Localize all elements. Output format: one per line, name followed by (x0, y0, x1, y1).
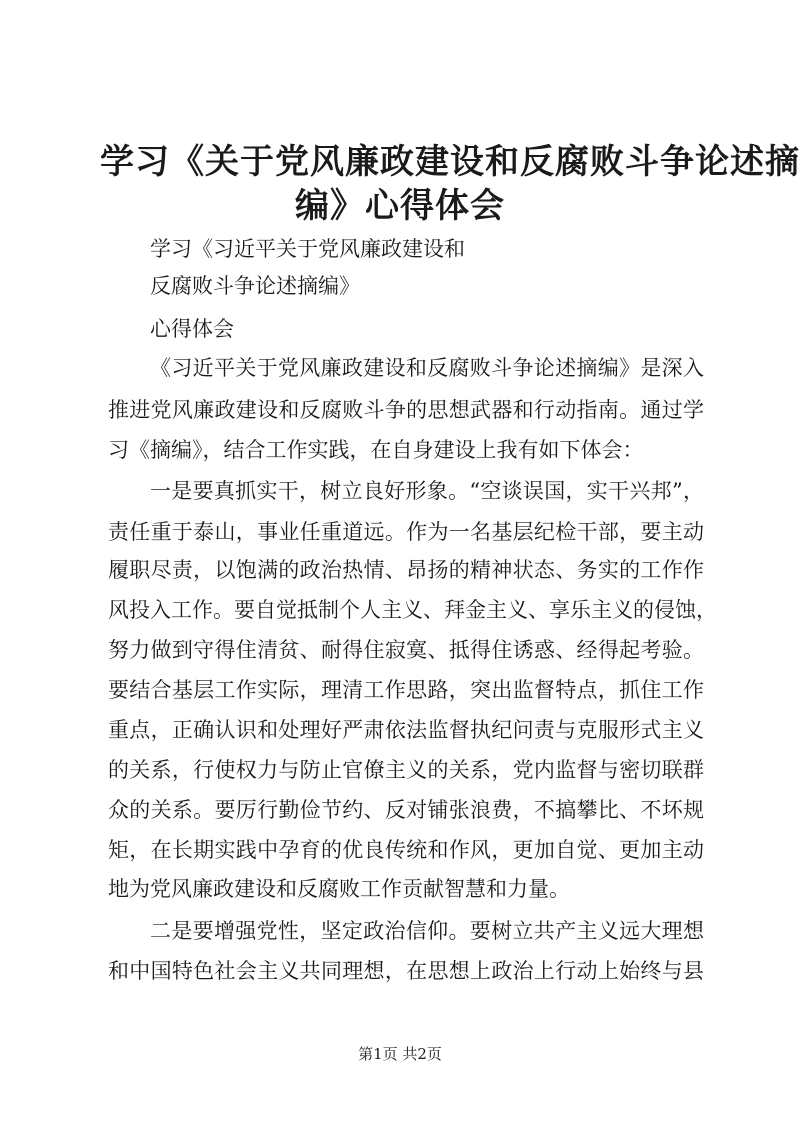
paragraph-line: 风投入工作。要自觉抵制个人主义、拜金主义、享乐主义的侵蚀， (108, 598, 717, 622)
document-title-line-1: 学习《关于党风廉政建设和反腐败斗争论述摘 (100, 142, 800, 182)
paragraph-line: 众的关系。要厉行勤俭节约、反对铺张浪费，不搞攀比、不坏规 (108, 798, 704, 822)
paragraph-line: 习《摘编》，结合工作实践，在自身建设上我有如下体会： (108, 438, 644, 462)
paragraph-line: 一是要真抓实干，树立良好形象。“空谈误国，实干兴邦”， (150, 479, 704, 503)
page-footer: 第1页 共2页 (358, 1045, 442, 1063)
subtitle-line-3: 心得体会 (150, 317, 234, 341)
paragraph-line: 《习近平关于党风廉政建设和反腐败斗争论述摘编》是深入 (150, 356, 704, 380)
paragraph-line: 努力做到守得住清贫、耐得住寂寞、抵得住诱惑、经得起考验。 (108, 638, 704, 662)
paragraph-line: 推进党风廉政建设和反腐败斗争的思想武器和行动指南。通过学 (108, 398, 704, 422)
paragraph-line: 和中国特色社会主义共同理想，在思想上政治上行动上始终与县 (108, 959, 704, 983)
subtitle-line-2: 反腐败斗争论述摘编》 (150, 274, 360, 298)
paragraph-line: 二是要增强党性，坚定政治信仰。要树立共产主义远大理想 (150, 919, 704, 943)
paragraph-line: 的关系，行使权力与防止官僚主义的关系，党内监督与密切联群 (108, 758, 704, 782)
paragraph-line: 履职尽责，以饱满的政治热情、昂扬的精神状态、务实的工作作 (108, 558, 704, 582)
paragraph-line: 地为党风廉政建设和反腐败工作贡献智慧和力量。 (108, 877, 570, 901)
paragraph-line: 要结合基层工作实际，理清工作思路，突出监督特点，抓住工作 (108, 678, 704, 702)
paragraph-line: 重点，正确认识和处理好严肃依法监督执纪问责与克服形式主义 (108, 718, 704, 742)
paragraph-line: 责任重于泰山，事业任重道远。作为一名基层纪检干部，要主动 (108, 520, 704, 544)
document-title-line-2: 编》心得体会 (295, 186, 505, 226)
paragraph-line: 矩，在长期实践中孕育的优良传统和作风，更加自觉、更加主动 (108, 838, 704, 862)
subtitle-line-1: 学习《习近平关于党风廉政建设和 (150, 237, 465, 261)
